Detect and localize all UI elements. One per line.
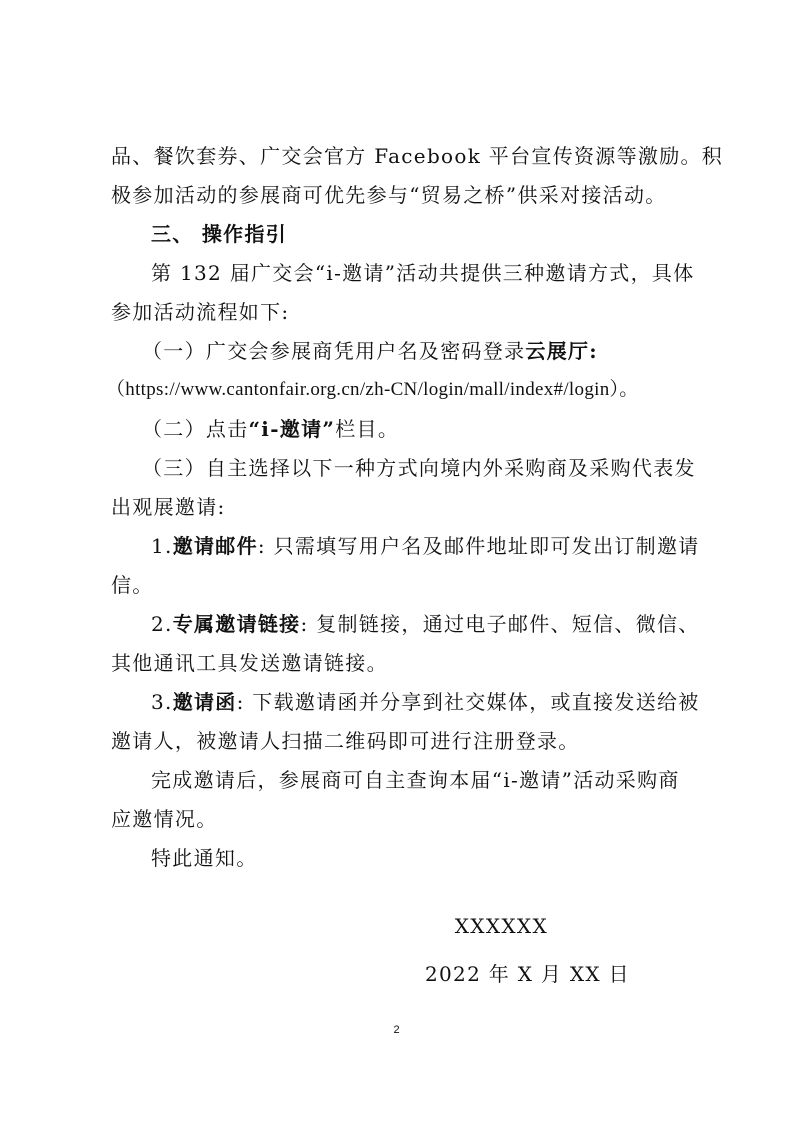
option-two-number: 2. (151, 612, 173, 636)
option-three (151, 689, 700, 715)
option-one-bold: 邀请邮件 (172, 534, 258, 558)
section-heading: 三、 操作指引 (151, 222, 288, 246)
step-one-bold: 云展厅: (525, 339, 598, 363)
option-two-bold: 专属邀请链接 (172, 612, 301, 636)
date: 2022 年 X 月 XX 日 (425, 962, 630, 986)
option-two-line: 其他通讯工具发送邀请链接。 (111, 651, 388, 675)
option-three-line: 邀请人，被邀请人扫描二维码即可进行注册登录。 (111, 729, 580, 753)
step-two-post: 栏目。 (335, 417, 400, 441)
step-three-line: （三）自主选择以下一种方式向境内外采购商及采购代表发 (142, 456, 696, 480)
signature: XXXXXX (454, 914, 548, 938)
step-two-bold: “i-邀请” (248, 417, 336, 441)
paragraph-line: 第 132 届广交会“i-邀请”活动共提供三种邀请方式，具体 (151, 261, 695, 285)
paragraph-line: 极参加活动的参展商可优先参与“贸易之桥”供采对接活动。 (111, 183, 667, 207)
option-one-number: 1. (151, 534, 173, 558)
option-one (151, 533, 700, 559)
step-one (142, 338, 598, 364)
option-one-line: 信。 (111, 573, 154, 597)
notice-line: 特此通知。 (151, 846, 258, 870)
option-two-text: : 复制链接，通过电子邮件、短信、微信、 (300, 612, 700, 636)
step-one-text: （一）广交会参展商凭用户名及密码登录 (142, 339, 526, 363)
step-three-line: 出观展邀请: (111, 495, 226, 519)
step-two (142, 416, 399, 442)
paragraph-line: 品、餐饮套券、广交会官方 Facebook 平台宣传资源等激励。积 (111, 144, 724, 168)
step-two-pre: （二）点击 (142, 417, 249, 441)
closing-line: 应邀情况。 (111, 807, 218, 831)
option-three-text: : 下载邀请函并分享到社交媒体，或直接发送给被 (236, 690, 700, 714)
closing-line: 完成邀请后，参展商可自主查询本届“i-邀请”活动采购商 (151, 768, 680, 792)
page-number: 2 (393, 1024, 400, 1036)
option-three-bold: 邀请函 (172, 690, 237, 714)
login-url: （https://www.cantonfair.org.cn/zh-CN/login/mall/index#/login）。 (106, 379, 639, 400)
option-one-text: : 只需填写用户名及邮件地址即可发出订制邀请 (257, 534, 700, 558)
paragraph-line: 参加活动流程如下: (111, 300, 290, 324)
option-two (151, 611, 700, 637)
option-three-number: 3. (151, 690, 173, 714)
